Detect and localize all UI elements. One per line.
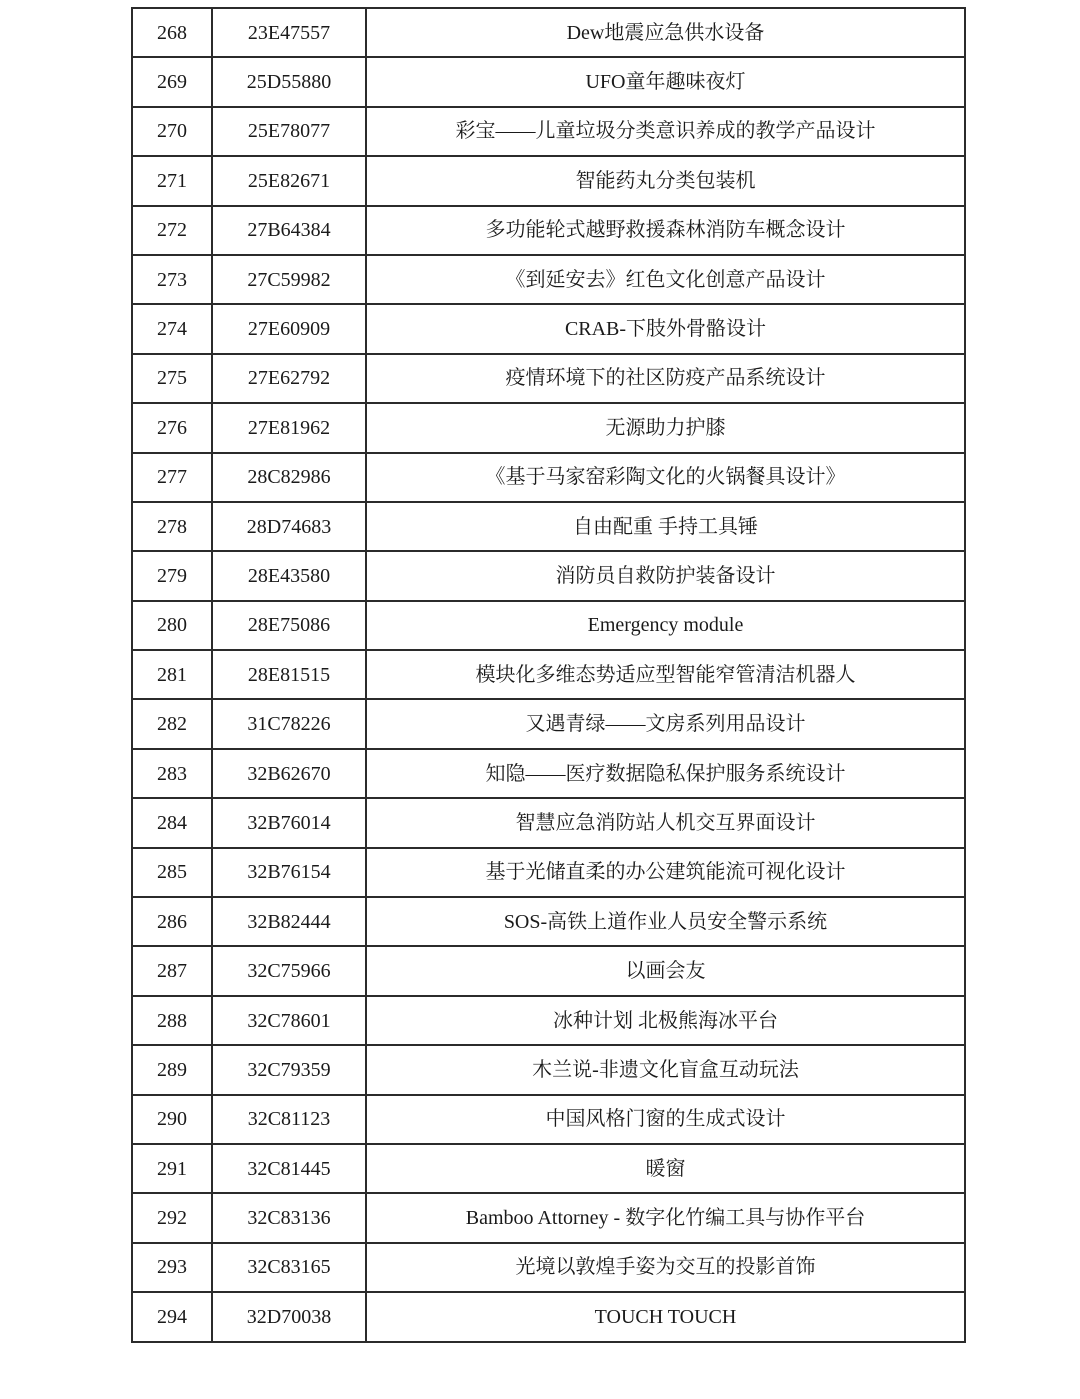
entry-code-cell: 23E47557 — [212, 8, 366, 57]
project-name-cell: Bamboo Attorney - 数字化竹编工具与协作平台 — [366, 1193, 965, 1242]
project-name-cell: 自由配重 手持工具锤 — [366, 502, 965, 551]
table-row — [132, 403, 965, 452]
row-number-cell: 279 — [132, 551, 212, 600]
table-row — [132, 848, 965, 897]
table-row — [132, 601, 965, 650]
project-name-cell: 《到延安去》红色文化创意产品设计 — [366, 255, 965, 304]
table-row — [132, 1045, 965, 1094]
project-name-cell: 彩宝——儿童垃圾分类意识养成的教学产品设计 — [366, 107, 965, 156]
table-row — [132, 650, 965, 699]
entry-code-cell: 32B76014 — [212, 798, 366, 847]
table-row — [132, 156, 965, 205]
row-number-cell: 293 — [132, 1243, 212, 1292]
row-number-cell: 292 — [132, 1193, 212, 1242]
row-number-cell: 273 — [132, 255, 212, 304]
table-row — [132, 1292, 965, 1341]
row-number-cell: 280 — [132, 601, 212, 650]
entry-code-cell: 32C79359 — [212, 1045, 366, 1094]
entry-code-cell: 28E43580 — [212, 551, 366, 600]
entry-code-cell: 27E60909 — [212, 304, 366, 353]
project-name-cell: 基于光储直柔的办公建筑能流可视化设计 — [366, 848, 965, 897]
table-row — [132, 57, 965, 106]
project-name-cell: 暖窗 — [366, 1144, 965, 1193]
table-row — [132, 206, 965, 255]
row-number-cell: 287 — [132, 946, 212, 995]
row-number-cell: 281 — [132, 650, 212, 699]
table-row — [132, 551, 965, 600]
entry-code-cell: 32C83165 — [212, 1243, 366, 1292]
project-name-cell: 知隐——医疗数据隐私保护服务系统设计 — [366, 749, 965, 798]
table-row — [132, 798, 965, 847]
entry-code-cell: 27C59982 — [212, 255, 366, 304]
entry-code-cell: 32C83136 — [212, 1193, 366, 1242]
entry-code-cell: 32C78601 — [212, 996, 366, 1045]
entry-code-cell: 32B82444 — [212, 897, 366, 946]
project-name-cell: SOS-高铁上道作业人员安全警示系统 — [366, 897, 965, 946]
entry-code-cell: 28C82986 — [212, 453, 366, 502]
entry-code-cell: 32C81445 — [212, 1144, 366, 1193]
row-number-cell: 278 — [132, 502, 212, 551]
entry-code-cell: 25D55880 — [212, 57, 366, 106]
table-row — [132, 502, 965, 551]
project-name-cell: 冰种计划 北极熊海冰平台 — [366, 996, 965, 1045]
row-number-cell: 276 — [132, 403, 212, 452]
table-row — [132, 996, 965, 1045]
results-table-body — [132, 8, 965, 1342]
table-row — [132, 699, 965, 748]
entry-code-cell: 32C75966 — [212, 946, 366, 995]
row-number-cell: 269 — [132, 57, 212, 106]
entry-code-cell: 27E81962 — [212, 403, 366, 452]
row-number-cell: 294 — [132, 1292, 212, 1341]
row-number-cell: 282 — [132, 699, 212, 748]
table-row — [132, 354, 965, 403]
table-row — [132, 304, 965, 353]
project-name-cell: CRAB-下肢外骨骼设计 — [366, 304, 965, 353]
entry-code-cell: 28E81515 — [212, 650, 366, 699]
project-name-cell: 多功能轮式越野救援森林消防车概念设计 — [366, 206, 965, 255]
results-table-container — [131, 7, 964, 1343]
entry-code-cell: 28E75086 — [212, 601, 366, 650]
entry-code-cell: 25E78077 — [212, 107, 366, 156]
project-name-cell: 光境以敦煌手姿为交互的投影首饰 — [366, 1243, 965, 1292]
row-number-cell: 291 — [132, 1144, 212, 1193]
project-name-cell: 中国风格门窗的生成式设计 — [366, 1095, 965, 1144]
entry-code-cell: 32D70038 — [212, 1292, 366, 1341]
row-number-cell: 275 — [132, 354, 212, 403]
project-name-cell: 无源助力护膝 — [366, 403, 965, 452]
entry-code-cell: 27E62792 — [212, 354, 366, 403]
project-name-cell: 木兰说-非遗文化盲盒互动玩法 — [366, 1045, 965, 1094]
row-number-cell: 283 — [132, 749, 212, 798]
row-number-cell: 289 — [132, 1045, 212, 1094]
entry-code-cell: 27B64384 — [212, 206, 366, 255]
entry-code-cell: 32B62670 — [212, 749, 366, 798]
table-row — [132, 107, 965, 156]
project-name-cell: 智能药丸分类包装机 — [366, 156, 965, 205]
entry-code-cell: 31C78226 — [212, 699, 366, 748]
table-row — [132, 453, 965, 502]
project-name-cell: Dew地震应急供水设备 — [366, 8, 965, 57]
project-name-cell: 《基于马家窑彩陶文化的火锅餐具设计》 — [366, 453, 965, 502]
project-name-cell: 以画会友 — [366, 946, 965, 995]
project-name-cell: Emergency module — [366, 601, 965, 650]
project-name-cell: 又遇青绿——文房系列用品设计 — [366, 699, 965, 748]
table-row — [132, 255, 965, 304]
row-number-cell: 271 — [132, 156, 212, 205]
entry-code-cell: 28D74683 — [212, 502, 366, 551]
entry-code-cell: 25E82671 — [212, 156, 366, 205]
entry-code-cell: 32B76154 — [212, 848, 366, 897]
row-number-cell: 286 — [132, 897, 212, 946]
project-name-cell: TOUCH TOUCH — [366, 1292, 965, 1341]
row-number-cell: 272 — [132, 206, 212, 255]
project-name-cell: 疫情环境下的社区防疫产品系统设计 — [366, 354, 965, 403]
row-number-cell: 274 — [132, 304, 212, 353]
row-number-cell: 277 — [132, 453, 212, 502]
table-row — [132, 897, 965, 946]
row-number-cell: 284 — [132, 798, 212, 847]
table-row — [132, 749, 965, 798]
project-name-cell: 智慧应急消防站人机交互界面设计 — [366, 798, 965, 847]
table-row — [132, 946, 965, 995]
row-number-cell: 288 — [132, 996, 212, 1045]
table-row — [132, 1193, 965, 1242]
project-name-cell: 消防员自救防护装备设计 — [366, 551, 965, 600]
entry-code-cell: 32C81123 — [212, 1095, 366, 1144]
row-number-cell: 268 — [132, 8, 212, 57]
table-row — [132, 1243, 965, 1292]
table-row — [132, 1095, 965, 1144]
project-name-cell: UFO童年趣味夜灯 — [366, 57, 965, 106]
row-number-cell: 290 — [132, 1095, 212, 1144]
project-name-cell: 模块化多维态势适应型智能窄管清洁机器人 — [366, 650, 965, 699]
row-number-cell: 285 — [132, 848, 212, 897]
table-row — [132, 1144, 965, 1193]
table-row — [132, 8, 965, 57]
row-number-cell: 270 — [132, 107, 212, 156]
results-table — [131, 7, 966, 1343]
